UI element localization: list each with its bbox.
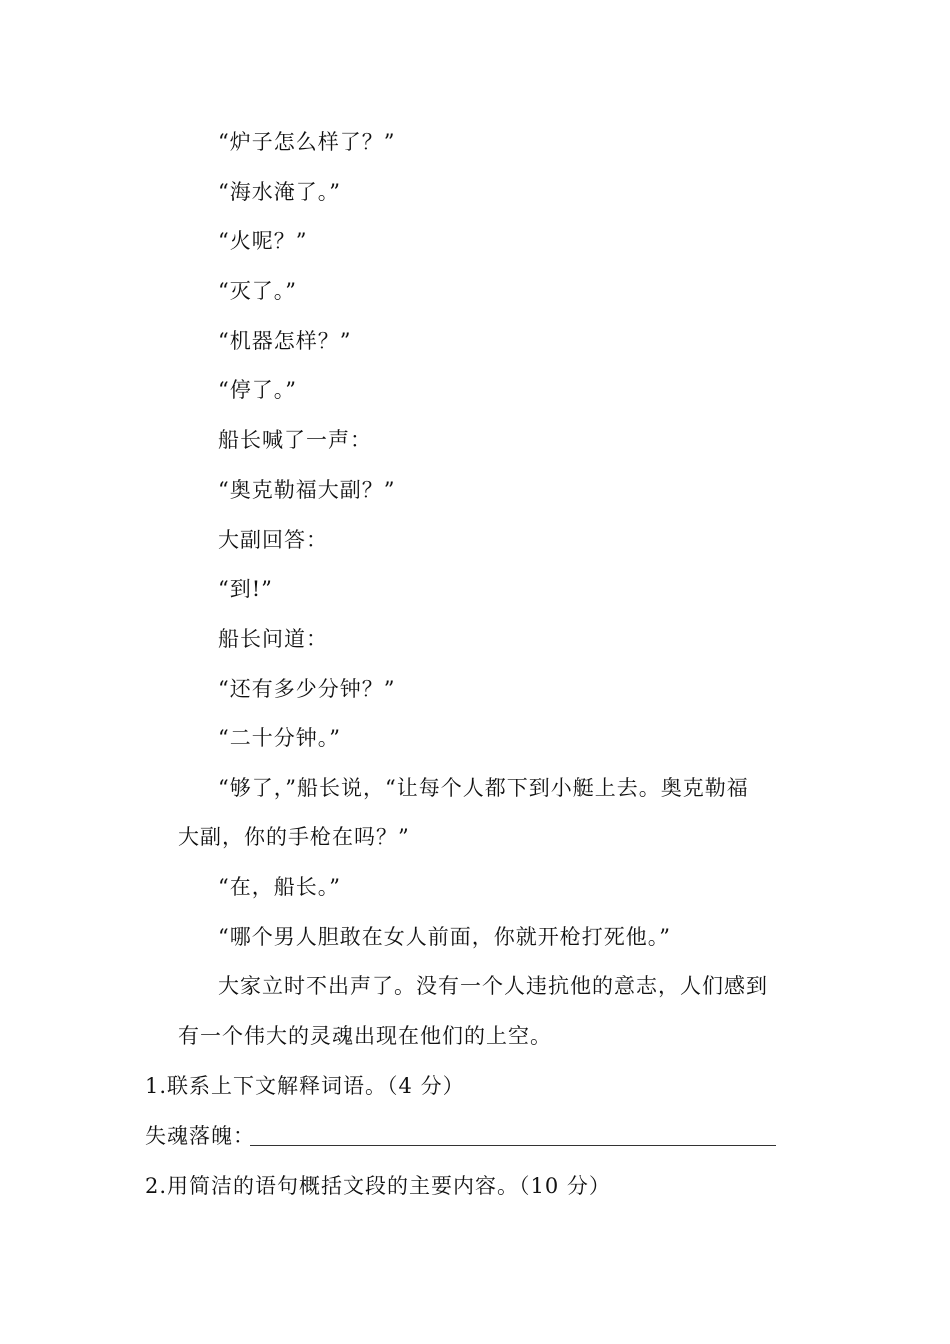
dialogue-line: “到!” <box>218 577 273 601</box>
question-1-term: 失魂落魄： <box>145 1124 255 1148</box>
answer-blank-line <box>250 1145 776 1146</box>
narration-line-continued: 有一个伟大的灵魂出现在他们的上空。 <box>178 1024 552 1048</box>
question-2: 2.用简洁的语句概括文段的主要内容。（10 分） <box>145 1174 611 1198</box>
dialogue-line: “在，船长。” <box>218 875 341 899</box>
dialogue-line: “机器怎样？” <box>218 329 352 353</box>
narration-line: 大副回答： <box>218 528 328 552</box>
dialogue-line: “还有多少分钟？” <box>218 677 396 701</box>
dialogue-line: “二十分钟。” <box>218 726 341 750</box>
dialogue-line: “灭了。” <box>218 279 297 303</box>
dialogue-line: “奥克勒福大副？” <box>218 478 396 502</box>
narration-line: 船长问道： <box>218 627 328 651</box>
dialogue-line: “哪个男人胆敢在女人前面，你就开枪打死他。” <box>218 925 671 949</box>
dialogue-line: “炉子怎么样了？” <box>218 130 396 154</box>
dialogue-line-continued: 大副，你的手枪在吗？” <box>178 825 410 849</box>
narration-line: 船长喊了一声： <box>218 428 372 452</box>
dialogue-line: “海水淹了。” <box>218 180 341 204</box>
dialogue-line: “够了，”船长说，“让每个人都下到小艇上去。奥克勒福 <box>218 776 749 800</box>
question-1: 1.联系上下文解释词语。（4 分） <box>145 1074 465 1098</box>
dialogue-line: “火呢？” <box>218 229 308 253</box>
narration-line: 大家立时不出声了。没有一个人违抗他的意志，人们感到 <box>218 974 768 998</box>
dialogue-line: “停了。” <box>218 378 297 402</box>
